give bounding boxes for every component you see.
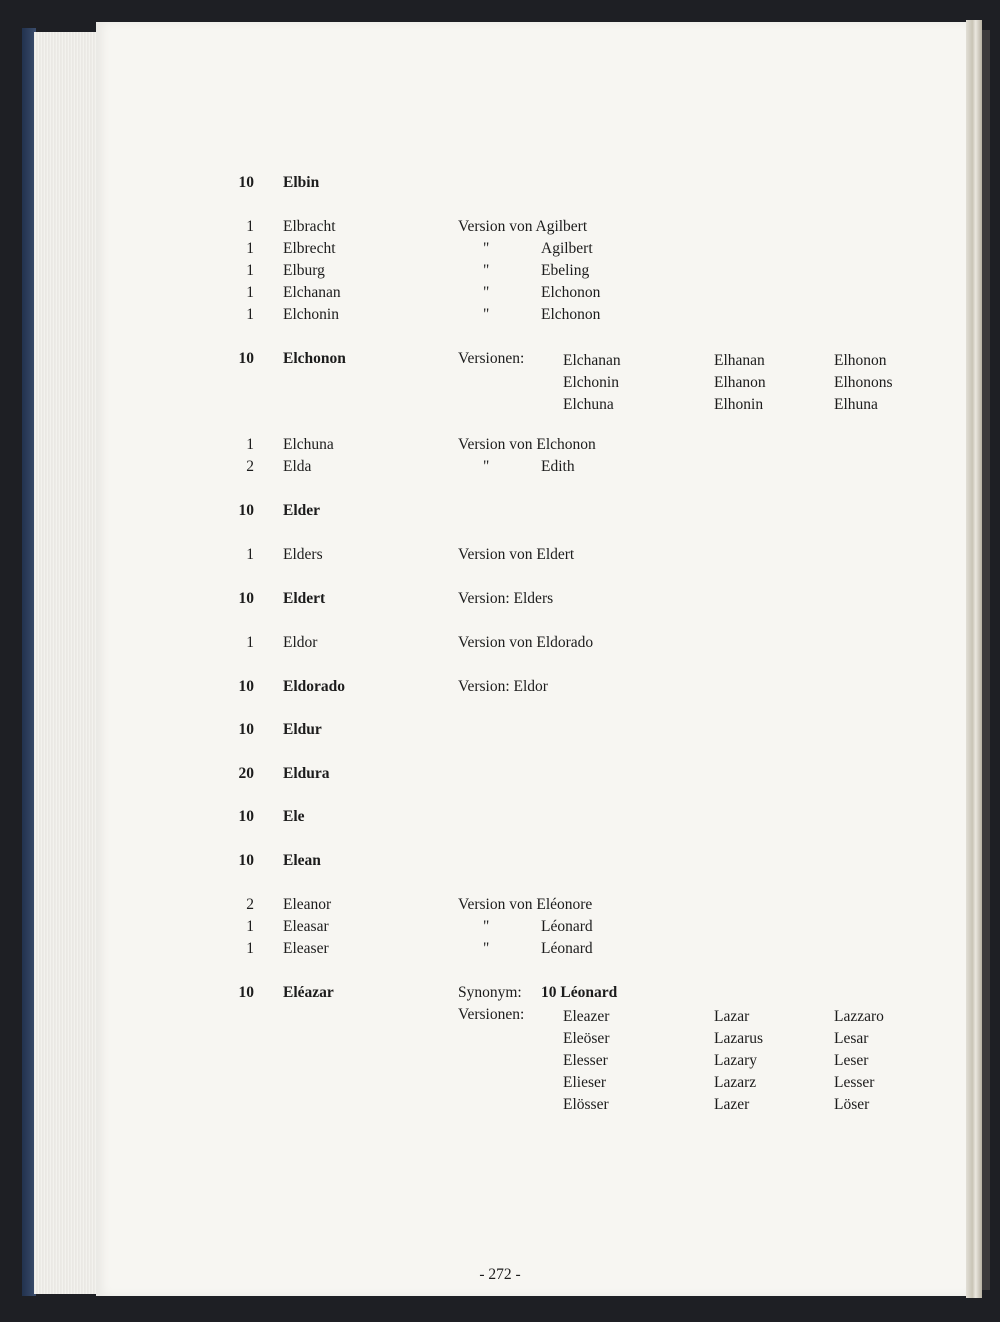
entry-frequency: 10 (238, 590, 254, 607)
version-name: Elchanan (563, 352, 621, 369)
versions-label: Versionen: (458, 1006, 525, 1023)
entry-description: Léonard (541, 940, 593, 957)
version-name: Leser (834, 1052, 869, 1069)
entry-description: Version: Elders (458, 590, 554, 607)
entry-name: Eldur (283, 721, 322, 738)
entry-frequency: 2 (246, 896, 254, 913)
entry-description: Version von Eldert (458, 546, 575, 563)
entry-description: Elchonon (541, 306, 601, 323)
entry-name: Elbin (283, 174, 320, 191)
entry-name: Eldura (283, 765, 330, 782)
ditto-mark: " (483, 458, 490, 475)
entry-name: Elean (283, 852, 321, 869)
entry-name: Eldorado (283, 678, 346, 695)
entry-name: Elburg (283, 262, 325, 279)
version-name: Eleazer (563, 1008, 610, 1025)
entry-description: Version von Elchonon (458, 436, 596, 453)
version-name: Lazarus (714, 1030, 764, 1047)
entry-frequency: 10 (238, 721, 254, 738)
version-name: Elhonons (834, 374, 893, 391)
entry-name: Elder (283, 502, 321, 519)
entry-name: Elda (283, 458, 312, 475)
version-name: Lazzaro (834, 1008, 884, 1025)
version-name: Elieser (563, 1074, 607, 1091)
entry-frequency: 10 (238, 678, 254, 695)
entry-name: Elchonon (283, 350, 346, 367)
entry-name: Elchanan (283, 284, 341, 301)
entry-frequency: 2 (246, 458, 254, 475)
synonym-label: Synonym: (458, 984, 522, 1001)
entry-description: Ebeling (541, 262, 590, 279)
ditto-mark: " (483, 262, 490, 279)
entry-frequency: 1 (246, 634, 254, 651)
page-edges-left (34, 32, 100, 1294)
ditto-mark: " (483, 306, 490, 323)
book-cover-edge (982, 30, 990, 1290)
entry-name: Elbracht (283, 218, 336, 235)
version-name: Elesser (563, 1052, 608, 1069)
entry-description: Version von Eldorado (458, 634, 594, 651)
entry-description: Léonard (541, 918, 593, 935)
entry-frequency: 1 (246, 262, 254, 279)
entry-description: Edith (541, 458, 575, 475)
version-name: Löser (834, 1096, 870, 1113)
entry-name: Eleaser (283, 940, 329, 957)
entry-frequency: 10 (238, 502, 254, 519)
entry-frequency: 1 (246, 546, 254, 563)
version-name: Lesar (834, 1030, 869, 1047)
version-name: Elhonon (834, 352, 887, 369)
entry-name: Eldor (283, 634, 318, 651)
entry-frequency: 1 (246, 284, 254, 301)
entry-description: Elchonon (541, 284, 601, 301)
entry-name: Elbrecht (283, 240, 336, 257)
entry-frequency: 1 (246, 918, 254, 935)
entry-name: Eleanor (283, 896, 332, 913)
entry-name: Ele (283, 808, 305, 825)
entry-name: Eléazar (283, 984, 334, 1001)
version-name: Elchuna (563, 396, 614, 413)
entry-frequency: 10 (238, 984, 254, 1001)
entry-description: Version: Eldor (458, 678, 548, 695)
version-name: Elhanon (714, 374, 766, 391)
ditto-mark: " (483, 918, 490, 935)
entry-frequency: 1 (246, 240, 254, 257)
entry-description: Version von Agilbert (458, 218, 588, 235)
version-name: Eleöser (563, 1030, 610, 1047)
versions-label: Versionen: (458, 350, 525, 367)
entry-frequency: 10 (238, 852, 254, 869)
entry-description: Agilbert (541, 240, 593, 257)
version-name: Lazer (714, 1096, 750, 1113)
synonym-value: 10 Léonard (541, 984, 618, 1001)
entry-frequency: 1 (246, 436, 254, 453)
entry-description: Version von Eléonore (458, 896, 593, 913)
entry-name: Elchonin (283, 306, 339, 323)
version-name: Lesser (834, 1074, 875, 1091)
version-name: Elhonin (714, 396, 764, 413)
version-name: Lazar (714, 1008, 750, 1025)
entry-name: Elders (283, 546, 323, 563)
ditto-mark: " (483, 940, 490, 957)
entry-frequency: 20 (238, 765, 254, 782)
entry-frequency: 10 (238, 350, 254, 367)
page-number: - 272 - (479, 1266, 521, 1283)
entry-frequency: 10 (238, 174, 254, 191)
entry-frequency: 1 (246, 940, 254, 957)
version-name: Elchonin (563, 374, 619, 391)
entry-name: Elchuna (283, 436, 334, 453)
version-name: Elhanan (714, 352, 765, 369)
entry-frequency: 10 (238, 808, 254, 825)
ditto-mark: " (483, 240, 490, 257)
entry-frequency: 1 (246, 218, 254, 235)
version-name: Lazarz (714, 1074, 757, 1091)
page-edges-right (966, 20, 982, 1298)
version-name: Elhuna (834, 396, 878, 413)
ditto-mark: " (483, 284, 490, 301)
version-name: Lazary (714, 1052, 758, 1069)
entry-frequency: 1 (246, 306, 254, 323)
entry-name: Eldert (283, 590, 326, 607)
version-name: Elösser (563, 1096, 609, 1113)
entry-name: Eleasar (283, 918, 329, 935)
